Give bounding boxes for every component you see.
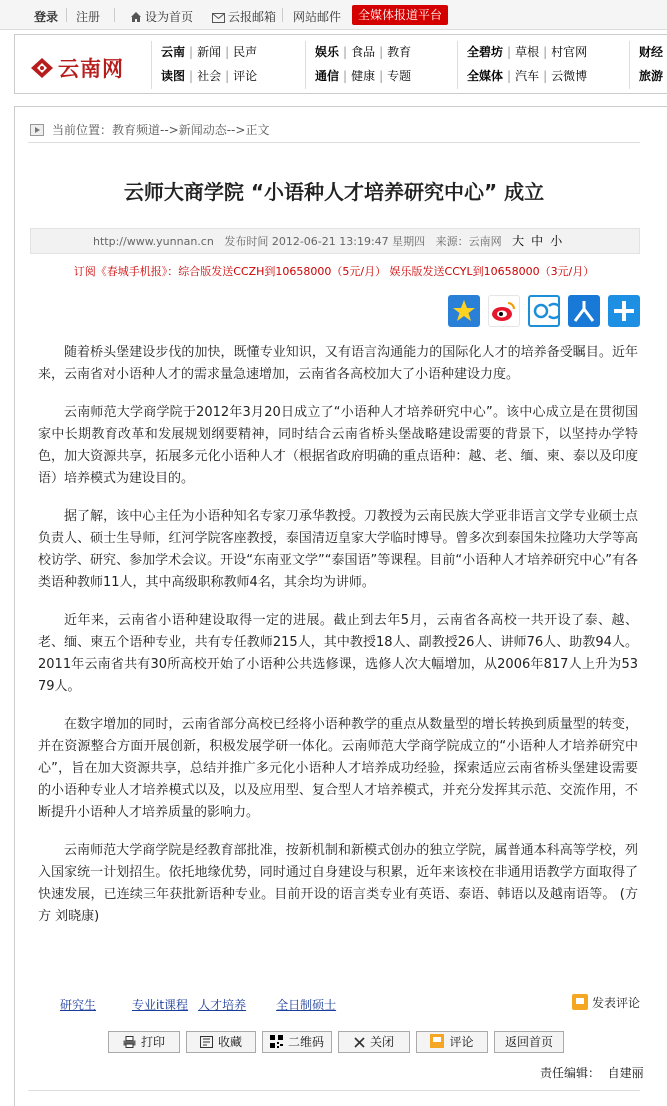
article-paragraph: 随着桥头堡建设步伐的加快，既懂专业知识，又有语言沟通能力的国际化人才的培养备受瞩目。近年来，云南省对小语种人才的需求量急速增加，云南省各高校加大了小语种建设力度。: [38, 345, 638, 382]
qrcode-icon: [270, 1035, 283, 1048]
more-share-icon[interactable]: [608, 295, 640, 327]
font-size-small[interactable]: 小: [550, 234, 563, 248]
favorite-label: 收藏: [217, 1035, 242, 1049]
divider: [28, 142, 640, 143]
breadcrumb-prefix: 当前位置：: [52, 123, 113, 137]
favorite-button[interactable]: [186, 1031, 256, 1053]
article-paragraph: 据了解，该中心主任为小语种知名专家刀承华教授。刀教授为云南民族大学亚非语言文学专业硕士点负责人、硕士生导师，红河学院客座教授，泰国清迈皇家大学临时博导。曾多次到泰国朱拉隆功大学等高校访学、研究、参加学术会议。开设“东南亚文学”“泰国语”等课程。目前“小语种人才培养研究中心”有各类语种教师11人，其中高级职称教师4名，其余均为讲师。: [38, 509, 638, 590]
nav-item[interactable]: 全媒体: [467, 69, 504, 83]
renren-share-icon[interactable]: [568, 295, 600, 327]
article-title: 云师大商学院 “小语种人才培养研究中心” 成立: [123, 180, 545, 204]
bookmark-icon: [200, 1036, 213, 1048]
set-home-label: 设为首页: [145, 10, 194, 24]
set-home-link[interactable]: [130, 8, 193, 25]
post-comment-link[interactable]: [572, 994, 640, 1011]
font-size-large[interactable]: 大: [512, 234, 525, 248]
divider: [629, 41, 630, 89]
divider: [114, 8, 115, 22]
close-button[interactable]: [338, 1031, 410, 1053]
article-body: [38, 342, 638, 944]
nav-item[interactable]: 云微博: [551, 69, 588, 83]
nav-item[interactable]: 娱乐: [315, 45, 340, 59]
nav-item[interactable]: 专题: [387, 69, 412, 83]
nav-item[interactable]: 教育: [387, 45, 412, 59]
nav-item[interactable]: 社会: [197, 69, 222, 83]
post-comment-label: 发表评论: [592, 996, 641, 1010]
top-bar: [0, 0, 667, 30]
nav-item[interactable]: 评论: [233, 69, 258, 83]
article-paragraph: 在数字增加的同时，云南省部分高校已经将小语种教学的重点从数量型的增长转换到质量型的转变，并在资源整合方面开展创新，积极发展学研一体化。云南师范大学商学院成立的“小语种人才培养研究中心”，旨在加大资源共享，总结并推广多元化小语种人才培养成功经验，探索适应云南省桥头堡建设需要的小语种专业人才培养模式以及，以及应用型、复合型人才培养模式，并充分发挥其示范、交流作用，不断提升小语种人才培养质量的影响力。: [38, 717, 638, 820]
promo-link[interactable]: 订阅《春城手机报》：综合版发送CCZH到10658000（5元/月） 娱乐版发送CCYL到10658000（3元/月）: [73, 265, 595, 278]
publish-label: 发布时间: [224, 235, 269, 248]
font-size-medium[interactable]: 中: [531, 234, 544, 248]
source-url[interactable]: http://www.yunnan.cn: [93, 235, 214, 248]
nav-item[interactable]: 云南: [161, 45, 186, 59]
divider: [305, 41, 306, 89]
breadcrumb-path[interactable]: 教育频道-->新闻动态-->正文: [112, 123, 270, 137]
tag-list: [60, 996, 372, 1013]
source: 来源：云南网: [435, 235, 502, 248]
qrcode-label: 二维码: [287, 1035, 324, 1049]
mailbox-label: 云报邮箱: [228, 10, 277, 24]
nav-item[interactable]: 草根: [515, 45, 540, 59]
nav-item[interactable]: 汽车: [515, 69, 540, 83]
article-paragraph: 近年来，云南省小语种建设取得一定的进展。截止到去年5月，云南省各高校一共开设了泰、越、老、缅、柬五个语种专业，共有专任教师215人，其中教授18人、副教授26人、讲师76人、助教94人。2011年云南省共有30所高校开始了小语种公共选修课，选修人次大幅增加，从2006年817人上升为5379人。: [38, 613, 638, 694]
article-paragraph: 云南师范大学商学院是经教育部批准，按新机制和新模式创办的独立学院，属普通本科高等学校，列入国家统一计划招生。依托地缘优势，同时通过自身建设与积累，近年来该校在非通用语教学方面取得了快速发展，已连续三年获批新语种专业。目前开设的语言类专业有英语、泰语、韩语以及越南语等。 (方方 刘晓康): [38, 843, 638, 924]
nav-item[interactable]: 民声: [233, 45, 258, 59]
tag-link[interactable]: 人才培养: [198, 998, 247, 1012]
article-meta: [30, 228, 640, 254]
back-home-label: 返回首页: [504, 1035, 553, 1049]
close-label: 关闭: [369, 1035, 394, 1049]
nav-item[interactable]: 村官网: [551, 45, 588, 59]
tencent-weibo-share-icon[interactable]: [528, 295, 560, 327]
nav-row-1c: 全碧坊 | 草根 | 村官网: [467, 45, 588, 59]
home-icon: [130, 11, 142, 23]
comment-icon: [430, 1034, 444, 1048]
mail-icon: [212, 13, 225, 23]
publish-time: 2012-06-21 13:19:47: [271, 235, 389, 248]
nav-row-2c: 全媒体 | 汽车 | 云微博: [467, 69, 588, 83]
tag-link[interactable]: 专业it课程: [132, 998, 189, 1012]
nav-row-2d: [639, 67, 663, 84]
logo-text: 云南网: [58, 56, 124, 81]
nav-row-1b: 娱乐 | 食品 | 教育: [315, 45, 412, 59]
breadcrumb: [30, 121, 269, 138]
comment-icon: [572, 994, 588, 1010]
article-paragraph: 云南师范大学商学院于2012年3月20日成立了“小语种人才培养研究中心”。该中心成立是在贯彻国家中长期教育改革和发展规划纲要精神，同时结合云南省桥头堡战略建设需要的背景下，以坚持办学特色，加大资源共享，拓展多元化小语种人才（根据省政府明确的重点语种：越、老、缅、柬、泰以及印度语）培养模式为建设目的。: [38, 405, 638, 486]
nav-item[interactable]: 全碧坊: [467, 45, 504, 59]
tag-link[interactable]: 全日制硕士: [276, 998, 337, 1012]
login-link[interactable]: 登录: [34, 10, 59, 24]
divider: [282, 8, 283, 22]
divider: [151, 41, 152, 89]
editor-name: 自建丽: [607, 1066, 644, 1080]
comment-button[interactable]: [416, 1031, 488, 1053]
back-home-button[interactable]: [494, 1031, 564, 1053]
weekday: 星期四: [392, 235, 426, 248]
divider: [457, 41, 458, 89]
divider: [66, 8, 67, 22]
nav-row-2b: 通信 | 健康 | 专题: [315, 69, 412, 83]
site-header: [14, 34, 667, 94]
site-logo[interactable]: [29, 53, 124, 79]
editor-label: 责任编辑：: [540, 1066, 601, 1080]
nav-item[interactable]: 旅游: [639, 69, 664, 83]
nav-item[interactable]: 新闻: [197, 45, 222, 59]
qrcode-button[interactable]: [262, 1031, 332, 1053]
nav-item[interactable]: 读图: [161, 69, 186, 83]
nav-row-2: 读图 | 社会 | 评论: [161, 69, 258, 83]
mailbox-link[interactable]: [212, 8, 276, 25]
weibo-share-icon[interactable]: [488, 295, 520, 327]
nav-row-1d: [639, 43, 663, 60]
nav-item[interactable]: 食品: [351, 45, 376, 59]
divider: [28, 1090, 640, 1091]
register-link[interactable]: 注册: [76, 10, 101, 24]
arrow-right-icon: [30, 124, 44, 136]
print-button[interactable]: [108, 1031, 180, 1053]
print-label: 打印: [140, 1035, 165, 1049]
printer-icon: [123, 1036, 136, 1048]
qzone-share-icon[interactable]: [448, 295, 480, 327]
responsible-editor: [540, 1064, 644, 1081]
nav-item[interactable]: 通信: [315, 69, 340, 83]
comment-label: 评论: [449, 1035, 474, 1049]
logo-icon: [29, 56, 55, 80]
nav-row-1: 云南 | 新闻 | 民声: [161, 45, 258, 59]
media-platform-button[interactable]: 全媒体报道平台: [352, 5, 448, 25]
tag-link[interactable]: 研究生: [60, 998, 97, 1012]
close-icon: [354, 1037, 365, 1048]
site-mail-link[interactable]: 网站邮件: [293, 10, 342, 24]
nav-item[interactable]: 财经: [639, 45, 664, 59]
nav-item[interactable]: 健康: [351, 69, 376, 83]
